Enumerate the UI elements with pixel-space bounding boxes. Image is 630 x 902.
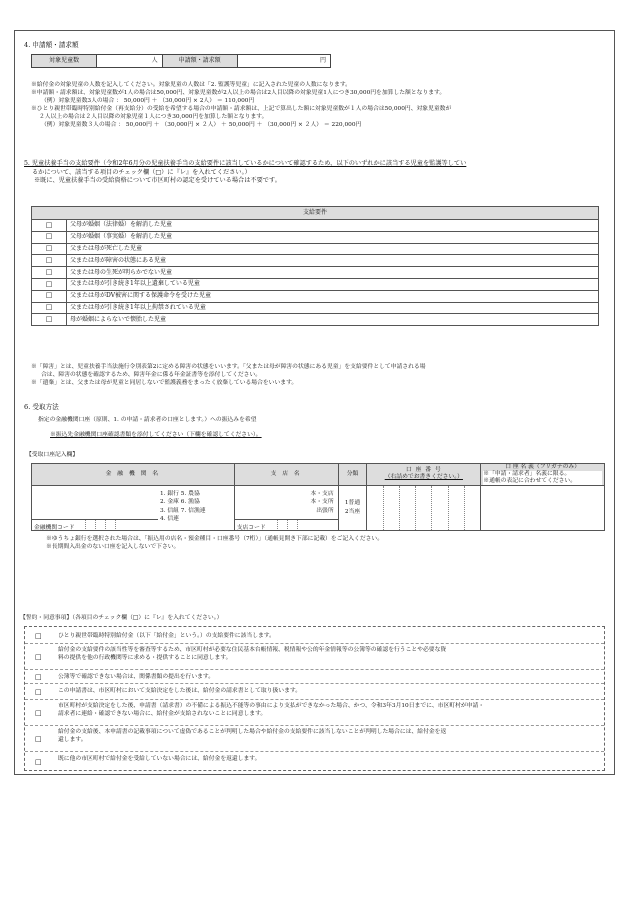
section4-title: 4. 申請額・請求額: [24, 41, 79, 49]
consent-checkbox[interactable]: □: [35, 709, 42, 717]
note-line: ※申請額・請求額は、対象児童数が1人の場合は50,000円、対象児童数が2人以上の場合は2人目以降の対象児童1人につき30,000円を加算した額となります。: [31, 89, 446, 96]
consent-text: この申請書は、市区町村において支給決定をした後は、給付金の請求書として取り扱います。: [58, 688, 302, 694]
consent-text: 料の提供を他の行政機関等に求める・提供することに同意します。: [58, 655, 232, 662]
requirement-checkbox[interactable]: □: [32, 290, 67, 302]
bank-code-field[interactable]: 金融機関コード: [32, 519, 158, 530]
requirement-checkbox[interactable]: □: [32, 314, 67, 326]
section5-footnotes: [31, 364, 606, 388]
consent-item: [25, 669, 604, 684]
consent-title: 【誓約・同意事項】（各項目のチェック欄（□）に『レ』を入れてください。）: [20, 615, 223, 621]
example-line: （例）対象児童数３人の場合 ： 50,000円 ＋ （30,000円 × ２人） ＋ 50,000円 ＋ （30,000円 × ２人） ＝ 220,000円: [41, 121, 362, 128]
consent-checkbox[interactable]: □: [35, 688, 42, 696]
section6-notes: [46, 536, 606, 552]
note-line: ※給付金の対象児童の人数を記入してください。対象児童の人数は「2. 監護等児童」に記入された児童の人数になります。: [31, 82, 351, 88]
footnote-line: ※「遺棄」とは、父または母が児童と同居しないで監護義務をまったく放棄している場合をいいます。: [31, 379, 298, 386]
requirement-checkbox[interactable]: □: [32, 267, 67, 279]
account-form-title: 【受取口座記入欄】: [26, 452, 79, 458]
consent-text: 市区町村が支給決定をした後、申請書（請求書）の不備による振込不能等の事由により支払ができなかった場合、かつ、令和3年3月10日までに、市区町村が申請・: [58, 703, 485, 709]
consent-item: [25, 725, 604, 752]
requirement-row: [32, 290, 599, 302]
account-holder-header: 口 座 名 義（フリガナのみ） ※「申請・請求者」名義に限る。 ※通帳の表記に合わせてください。: [481, 464, 605, 486]
footnote-line: ※「障害」とは、児童扶養手当法施行令別表第2に定める障害の状態をいいます。「父または母が障害の状態にある児童」を支給要件として申請される場: [31, 364, 426, 370]
branch-code-field[interactable]: 支店コード: [235, 519, 338, 530]
requirement-label: 父または母が死亡した児童: [67, 243, 599, 255]
section5-title: 5. 児童扶養手当の支給要件（令和2年6月分の児童扶養手当の支給要件に該当しているかについて確認するため、以下のいずれかに該当する児童を監護等してい: [24, 160, 467, 167]
consent-item: [25, 751, 604, 771]
consent-checkbox[interactable]: □: [35, 757, 42, 766]
requirement-label: 父母が婚姻（事実婚）を解消した児童: [67, 231, 599, 243]
account-number-field[interactable]: [367, 485, 481, 530]
requirements-table: [31, 206, 599, 326]
amount-label: 申請額・請求額: [162, 55, 237, 68]
requirement-checkbox[interactable]: □: [32, 231, 67, 243]
branch-name-header: 支 店 名: [234, 464, 338, 486]
requirement-row: [32, 243, 599, 255]
branch-name-field[interactable]: [234, 485, 338, 530]
requirement-label: 父母が婚姻（法律婚）を解消した児童: [67, 220, 599, 232]
account-number-header: 口 座 番 号 （右詰めでお書きください。）: [367, 464, 481, 486]
requirement-row: [32, 231, 599, 243]
consent-text: 公簿等で確認できない場合は、関係書類の提出を行います。: [58, 674, 215, 680]
requirement-row: [32, 278, 599, 290]
consent-checkbox[interactable]: □: [35, 673, 42, 681]
account-type-field[interactable]: 1普通 2当座: [338, 485, 367, 530]
requirement-row: [32, 220, 599, 232]
transfer-method: 指定の金融機関口座（原則、1. の申請・請求者の口座とします。）への振込みを希望: [38, 417, 257, 423]
requirement-checkbox[interactable]: □: [32, 220, 67, 232]
requirement-row: [32, 267, 599, 279]
bank-type-options: 1. 銀行 5. 農協 2. 金庫 6. 漁協 3. 信組 7. 信漁連 4. 信連: [160, 490, 206, 523]
note-line: ※長期間入出金のない口座を記入しないで下さい。: [46, 543, 180, 550]
child-count-label: 対象児童数: [32, 55, 97, 68]
consent-item: [25, 699, 604, 726]
consent-text: 給付金の支給後、本申請書の記載事項について虚偽であることが判明した場合や給付金の支給要件に該当しないことが判明した場合には、給付金を返: [58, 729, 447, 735]
consent-item: [25, 643, 604, 670]
account-holder-field[interactable]: [481, 485, 605, 530]
section5-note: ※既に、児童扶養手当の受給資格について市区町村の認定を受けている場合は不要です。: [34, 177, 281, 185]
requirement-label: 父または母の生死が明らかでない児童: [67, 267, 599, 279]
note-line: ※ひとり親世帯臨時特別給付金（再支給分）の受給を希望する場合の申請額・請求額は、上記で算出した額に対象児童数が１人の場合は50,000円、対象児童数が: [31, 105, 452, 112]
consent-text: 給付金の支給要件の該当性等を審査等するため、市区町村が必要な住民基本台帳情報、税情報や公的年金情報等の公簿等の確認を行うことや必要な資: [58, 647, 447, 653]
example-line: （例）対象児童数3人の場合 ： 50,000円 ＋ （30,000円 × 2人） ＝ 110,000円: [41, 97, 255, 104]
requirements-header: 支給要件: [32, 207, 599, 220]
note-line: ※ゆうちょ銀行を選択された場合は、「振込用の店名・預金種目・口座番号（7桁）」（通帳見開き下部に記載）をご記入ください。: [46, 536, 384, 542]
requirement-label: 父または母が引き続き1年以上拘禁されている児童: [67, 302, 599, 314]
amount-table: [31, 54, 331, 68]
requirement-row: [32, 255, 599, 267]
branch-type-options: 本・支店 本・支所 出張所: [310, 490, 334, 514]
consent-box: [24, 626, 605, 771]
section6-title: 6. 受取方法: [24, 403, 59, 411]
requirement-checkbox[interactable]: □: [32, 302, 67, 314]
requirement-checkbox[interactable]: □: [32, 255, 67, 267]
bank-account-table: [31, 463, 605, 531]
requirement-row: [32, 302, 599, 314]
section5-title-cont: るかについて、該当する項目のチェック欄（□）に『レ』を入れてください。）: [32, 168, 251, 176]
bank-name-field[interactable]: [32, 485, 235, 530]
bank-name-header: 金 融 機 関 名: [32, 464, 235, 486]
consent-checkbox[interactable]: □: [35, 735, 42, 743]
requirement-label: 父または母が障害の状態にある児童: [67, 255, 599, 267]
consent-text: 還します。: [58, 737, 87, 744]
section5-heading: [24, 160, 604, 186]
amount-field[interactable]: 円: [237, 55, 330, 68]
consent-text: ひとり親世帯臨時特別給付金（以下「給付金」という。）の支給要件に該当します。: [58, 633, 275, 639]
requirement-checkbox[interactable]: □: [32, 278, 67, 290]
child-count-field[interactable]: 人: [97, 55, 162, 68]
section4-notes: [31, 82, 611, 130]
consent-item: [25, 629, 604, 643]
footnote-line: 合は、障害の状態を確認するため、障害年金に係る年金証書等を添付してください。: [41, 371, 262, 378]
attachment-note: ※振込先金融機関口座確認書類を添付してください（下欄を確認してください）。: [50, 432, 262, 438]
requirement-label: 父または母が引き続き1年以上遺棄している児童: [67, 278, 599, 290]
requirement-row: [32, 314, 599, 326]
consent-text: 既に他の市区町村で給付金を受給していない場合には、給付金を返還します。: [58, 756, 261, 762]
account-type-header: 分類: [338, 464, 367, 486]
consent-item: [25, 683, 604, 700]
consent-text: 請求者に連絡・確認できない場合に、給付金が支給されないことに同意します。: [58, 711, 267, 718]
note-line: ２人以上の場合は２人目以降の対象児童１人につき30,000円を加算した額となります。: [39, 113, 268, 120]
requirement-label: 父または母がDV被害に関する保護命令を受けた児童: [67, 290, 599, 302]
requirement-checkbox[interactable]: □: [32, 243, 67, 255]
consent-checkbox[interactable]: □: [35, 653, 42, 661]
requirement-label: 母が婚姻によらないで懐胎した児童: [67, 314, 599, 326]
consent-checkbox[interactable]: □: [35, 632, 42, 640]
